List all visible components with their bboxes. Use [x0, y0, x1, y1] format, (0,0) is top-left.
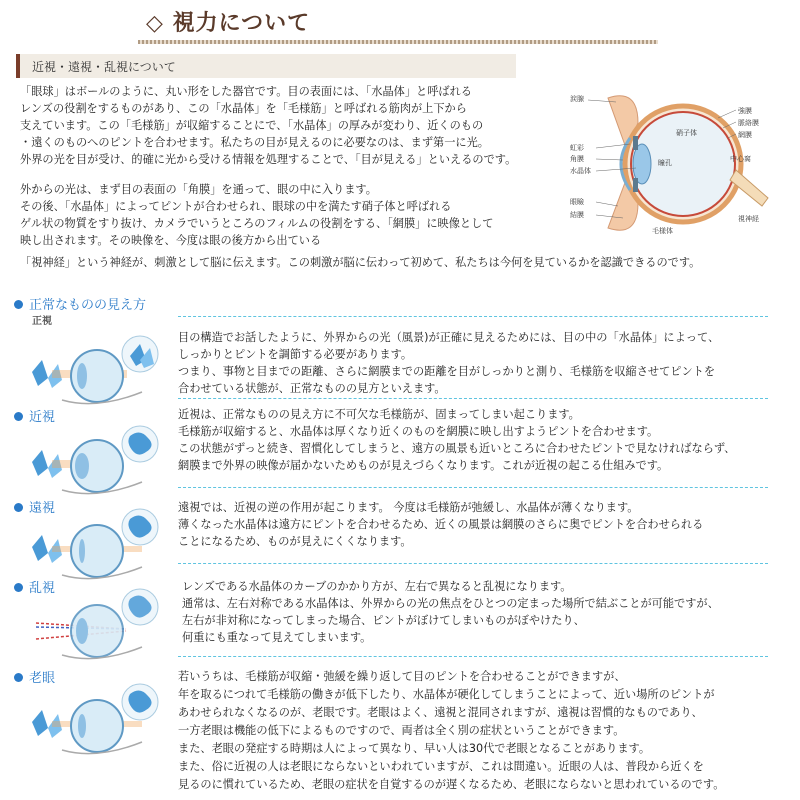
myopia-illustration [22, 420, 172, 500]
eye-anatomy-figure [568, 88, 773, 238]
dashed-divider [178, 398, 768, 400]
section-line: 一方老眼は機能の低下によるものですので、両者は全く別の症状ということができます。 [178, 724, 625, 737]
label-sclera: 強膜 [738, 107, 752, 115]
section-line: 目の構造でお話したように、外界からの光（風景)が正確に見えるためには、目の中の「水晶体」によって、 [178, 331, 720, 344]
section-line: 何重にも重なって見えてしまいます。 [182, 631, 372, 644]
section-heading-text: 老眼 [29, 671, 56, 686]
section-heading-text: 近視 [29, 410, 56, 425]
section-line: 年を取るにつれて毛様筋の働きが低下したり、水晶体が硬化してしまうことによって、近い場所のピントが [178, 688, 715, 701]
dashed-divider [178, 563, 768, 565]
intro-line: 「視神経」という神経が、刺激として脳に伝えます。この刺激が脳に伝わって初めて、私たちは今何を見ているかを認識できるのです。 [20, 256, 701, 269]
section-line: 見るのに慣れているため、老眼の症状を自覚するのが遅くなるため、老眼にならないと思われているのです。 [178, 778, 725, 791]
intro-line: ゲル状の物質をすり抜け、カメラでいうところのフィルムの役割をする、「網膜」に映像として [20, 217, 494, 230]
label-fovea: 中心窩 [730, 155, 751, 163]
section-line: しっかりとピントを調節する必要があります。 [178, 348, 413, 361]
title-rule [138, 40, 658, 44]
hyperopia-illustration [22, 505, 172, 585]
section-line: ことになるため、ものが見えにくくなります。 [178, 535, 412, 548]
section-line: 毛様筋が収縮すると、水晶体は厚くなり近くのものを網膜に映し出すようピントを合わせます。 [178, 425, 659, 438]
intro-line: 支えています。この「毛様筋」が収縮することにで、「水晶体」の厚みが変わり、近くのもの [20, 119, 484, 132]
section-line: また、俗に近視の人は老眼にならないといわれていますが、これは間違い。近眼の人は、普段から近くを [178, 760, 704, 773]
label-eyelid: 眼瞼 [570, 198, 584, 206]
section-band-title: 近視・遠視・乱視について [32, 60, 176, 74]
section-line: つまり、事物と目までの距離、さらに網膜までの距離を目がしっかりと測り、毛様筋を収縮させてピントを [178, 365, 716, 378]
section-subheading-normal: 正視 [32, 316, 52, 327]
section-line: 若いうちは、毛様筋が収縮・弛緩を繰り返して目のピントを合わせることができますが、 [178, 670, 626, 683]
label-vitreous: 硝子体 [676, 129, 697, 137]
intro-line: 「眼球」はボールのように、丸い形をした器官です。目の表面には、「水晶体」と呼ばれる [20, 85, 472, 98]
section-line: この状態がずっと続き、習慣化してしまうと、遠方の風景も近いところに合わせたピントで見なければならず、 [178, 442, 736, 455]
dashed-divider [178, 487, 768, 489]
section-heading-text: 遠視 [29, 501, 56, 516]
label-conjunctiva: 結膜 [570, 211, 584, 219]
label-choroid: 脈絡膜 [738, 119, 759, 127]
section-band [16, 54, 516, 78]
dashed-divider [178, 316, 768, 318]
section-line: 合わせている状態が、正常なものの見方といえます。 [178, 382, 446, 395]
dashed-divider [178, 656, 768, 658]
section-line: また、老眼の発症する時期は人によって異なり、早い人は30代で老眼となることがあります。 [178, 742, 651, 755]
label-lacrimal-gland: 涙腺 [570, 95, 584, 103]
section-heading-text: 乱視 [29, 581, 56, 596]
label-optic-nerve: 視神経 [738, 215, 759, 223]
label-retina: 網膜 [738, 131, 752, 139]
intro-line: ・遠くのものへのピントを合わせます。私たちの目が見えるのに必要なのは、まず第一に光。 [20, 136, 489, 149]
section-line: 薄くなった水晶体は遠方にピントを合わせるため、近くの風景は網膜のさらに奥でピントを合わせられる [178, 518, 704, 531]
section-line: 左右が非対称になってしまった場合、ピントがぼけてしまいものがぼやけたり、 [182, 614, 585, 627]
page-title-area [138, 6, 658, 40]
normal-vision-illustration [22, 330, 172, 410]
section-line: 網膜まで外界の映像が届かないためものが見えづらくなります。これが近視の起こる仕組みです。 [178, 459, 669, 472]
label-lens: 水晶体 [570, 167, 591, 175]
section-heading-text: 正常なものの見え方 [29, 298, 147, 313]
section-line: 遠視では、近視の逆の作用が起こります。 今度は毛様筋が弛緩し、水晶体が薄くなります。 [178, 501, 639, 514]
bullet-icon [14, 300, 23, 309]
section-line: 通常は、左右対称である水晶体は、外界からの光の焦点をひとつの定まった場所で結ぶことが可能ですが、 [182, 597, 719, 610]
intro-line: 映し出されます。その映像を、今度は眼の後方から出ている [20, 234, 322, 247]
label-ciliary-body: 毛様体 [652, 227, 673, 235]
label-pupil: 瞳孔 [658, 159, 672, 167]
page-title: ◇ 視力について [146, 11, 311, 36]
intro-line: 外からの光は、まず目の表面の「角膜」を通って、眼の中に入ります。 [20, 183, 377, 196]
presbyopia-illustration [22, 680, 172, 760]
section-line: 近視は、正常なものの見え方に不可欠な毛様筋が、固まってしまい起こります。 [178, 408, 580, 421]
section-line: レンズである水晶体のカーブのかかり方が、左右で異なると乱視になります。 [182, 580, 572, 593]
intro-line: その後、「水晶体」によってピントが合わせられ、眼球の中を満たす硝子体と呼ばれる [20, 200, 452, 213]
section-line: あわせられなくなるのが、老眼です。老眼はよく、遠視と混同されますが、遠視は習慣的なものであり、 [178, 706, 703, 719]
label-cornea: 角膜 [570, 155, 584, 163]
section-heading-normal [14, 294, 146, 313]
astigmatism-illustration [22, 585, 172, 665]
intro-line: 外界の光を目が受け、的確に光から受ける情報を処理することで、「目が見える」といえるのです。 [20, 153, 517, 166]
label-iris: 虹彩 [570, 144, 584, 152]
intro-line: レンズの役割をするものがあり、この「水晶体」を「毛様筋」と呼ばれる筋肉が上下から [20, 102, 467, 115]
